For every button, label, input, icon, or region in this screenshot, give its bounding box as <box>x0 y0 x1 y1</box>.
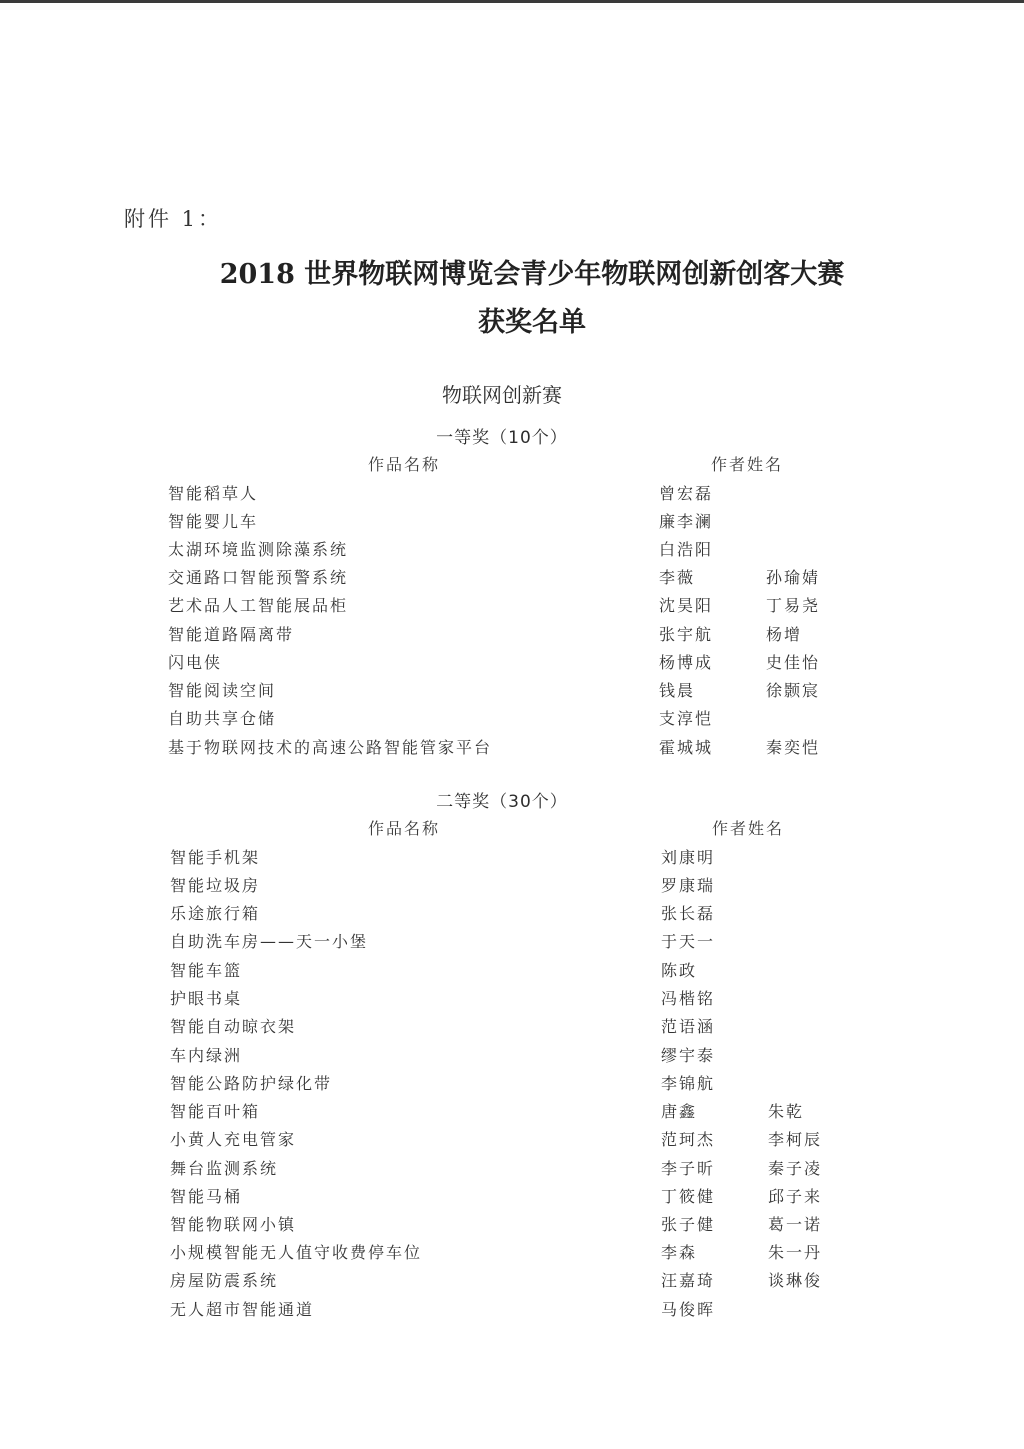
author-1: 杨博成 <box>659 653 714 672</box>
work-name: 自助共享仓储 <box>168 709 277 728</box>
work-name: 舞台监测系统 <box>170 1159 279 1178</box>
work-name: 护眼书桌 <box>170 989 243 1008</box>
table-row <box>0 901 1024 929</box>
table-row <box>0 565 1024 593</box>
work-name: 交通路口智能预警系统 <box>168 568 349 587</box>
work-name: 太湖环境监测除藻系统 <box>168 540 349 559</box>
author-2: 朱乾 <box>768 1102 805 1121</box>
first-prize-col-work: 作品名称 <box>368 455 441 474</box>
table-row <box>0 622 1024 650</box>
author-1: 马俊晖 <box>661 1300 716 1319</box>
table-row <box>0 1184 1024 1212</box>
table-row <box>0 873 1024 901</box>
contest-name: 物联网创新赛 <box>442 383 562 407</box>
author-1: 钱晨 <box>659 681 696 700</box>
table-row <box>0 735 1024 763</box>
table-row <box>0 1156 1024 1184</box>
scan-top-edge <box>0 0 1024 3</box>
work-name: 智能自动晾衣架 <box>170 1017 297 1036</box>
work-name: 自助洗车房——天一小堡 <box>170 932 369 951</box>
document-title: 2018 世界物联网博览会青少年物联网创新创客大赛 <box>219 259 845 290</box>
author-1: 陈政 <box>661 961 698 980</box>
table-row <box>0 481 1024 509</box>
author-1: 缪宇泰 <box>661 1046 716 1065</box>
work-name: 车内绿洲 <box>170 1046 243 1065</box>
work-name: 智能婴儿车 <box>168 512 259 531</box>
table-row <box>0 678 1024 706</box>
author-1: 范珂杰 <box>661 1130 716 1149</box>
table-row <box>0 1297 1024 1325</box>
attachment-label: 附件 1： <box>124 207 223 231</box>
author-1: 李薇 <box>659 568 696 587</box>
table-row <box>0 1212 1024 1240</box>
work-name: 智能手机架 <box>170 848 261 867</box>
author-1: 唐鑫 <box>661 1102 698 1121</box>
second-prize-col-authors: 作者姓名 <box>712 819 785 838</box>
work-name: 智能道路隔离带 <box>168 625 295 644</box>
author-1: 李子昕 <box>661 1159 716 1178</box>
author-1: 范语涵 <box>661 1017 716 1036</box>
author-1: 冯楷铭 <box>661 989 716 1008</box>
work-name: 智能百叶箱 <box>170 1102 261 1121</box>
author-1: 罗康瑞 <box>661 876 716 895</box>
author-2: 李柯辰 <box>768 1130 823 1149</box>
author-1: 支淳恺 <box>659 709 714 728</box>
author-1: 张子健 <box>661 1215 716 1234</box>
work-name: 智能车篮 <box>170 961 243 980</box>
author-1: 李森 <box>661 1243 698 1262</box>
work-name: 艺术品人工智能展品柜 <box>168 596 349 615</box>
second-prize-heading: 二等奖（30个） <box>436 792 568 812</box>
author-1: 李锦航 <box>661 1074 716 1093</box>
first-prize-heading: 一等奖（10个） <box>436 428 568 448</box>
table-row <box>0 929 1024 957</box>
author-1: 张宇航 <box>659 625 714 644</box>
table-row <box>0 509 1024 537</box>
author-1: 白浩阳 <box>659 540 714 559</box>
table-row <box>0 593 1024 621</box>
work-name: 智能马桶 <box>170 1187 243 1206</box>
author-2: 孙瑜婧 <box>766 568 821 587</box>
author-1: 丁筱健 <box>661 1187 716 1206</box>
table-row <box>0 537 1024 565</box>
work-name: 无人超市智能通道 <box>170 1300 315 1319</box>
author-2: 杨增 <box>766 625 803 644</box>
author-1: 廉李澜 <box>659 512 714 531</box>
author-1: 沈昊阳 <box>659 596 714 615</box>
work-name: 房屋防震系统 <box>170 1271 279 1290</box>
second-prize-col-work: 作品名称 <box>368 819 441 838</box>
work-name: 小规模智能无人值守收费停车位 <box>170 1243 423 1262</box>
author-2: 谈琳俊 <box>768 1271 823 1290</box>
author-1: 于天一 <box>661 932 716 951</box>
table-row <box>0 1043 1024 1071</box>
work-name: 智能稻草人 <box>168 484 259 503</box>
work-name: 小黄人充电管家 <box>170 1130 297 1149</box>
document-subtitle: 获奖名单 <box>478 307 586 338</box>
author-2: 朱一丹 <box>768 1243 823 1262</box>
table-row <box>0 1099 1024 1127</box>
table-row <box>0 706 1024 734</box>
author-2: 秦奕恺 <box>766 738 821 757</box>
work-name: 基于物联网技术的高速公路智能管家平台 <box>168 738 493 757</box>
author-2: 史佳怡 <box>766 653 821 672</box>
table-row <box>0 845 1024 873</box>
author-2: 邱子来 <box>768 1187 823 1206</box>
author-2: 秦子凌 <box>768 1159 823 1178</box>
work-name: 智能垃圾房 <box>170 876 261 895</box>
author-2: 丁易尧 <box>766 596 821 615</box>
author-2: 徐颢宸 <box>766 681 821 700</box>
work-name: 闪电侠 <box>168 653 223 672</box>
author-2: 葛一诺 <box>768 1215 823 1234</box>
author-1: 曾宏磊 <box>659 484 714 503</box>
first-prize-col-authors: 作者姓名 <box>711 455 784 474</box>
table-row <box>0 1240 1024 1268</box>
author-1: 刘康明 <box>661 848 716 867</box>
author-1: 霍城城 <box>659 738 714 757</box>
work-name: 乐途旅行箱 <box>170 904 261 923</box>
work-name: 智能物联网小镇 <box>170 1215 297 1234</box>
work-name: 智能公路防护绿化带 <box>170 1074 333 1093</box>
table-row <box>0 986 1024 1014</box>
table-row <box>0 1014 1024 1042</box>
table-row <box>0 958 1024 986</box>
table-row <box>0 1127 1024 1155</box>
work-name: 智能阅读空间 <box>168 681 277 700</box>
author-1: 张长磊 <box>661 904 716 923</box>
table-row <box>0 1071 1024 1099</box>
table-row <box>0 650 1024 678</box>
author-1: 汪嘉琦 <box>661 1271 716 1290</box>
table-row <box>0 1268 1024 1296</box>
